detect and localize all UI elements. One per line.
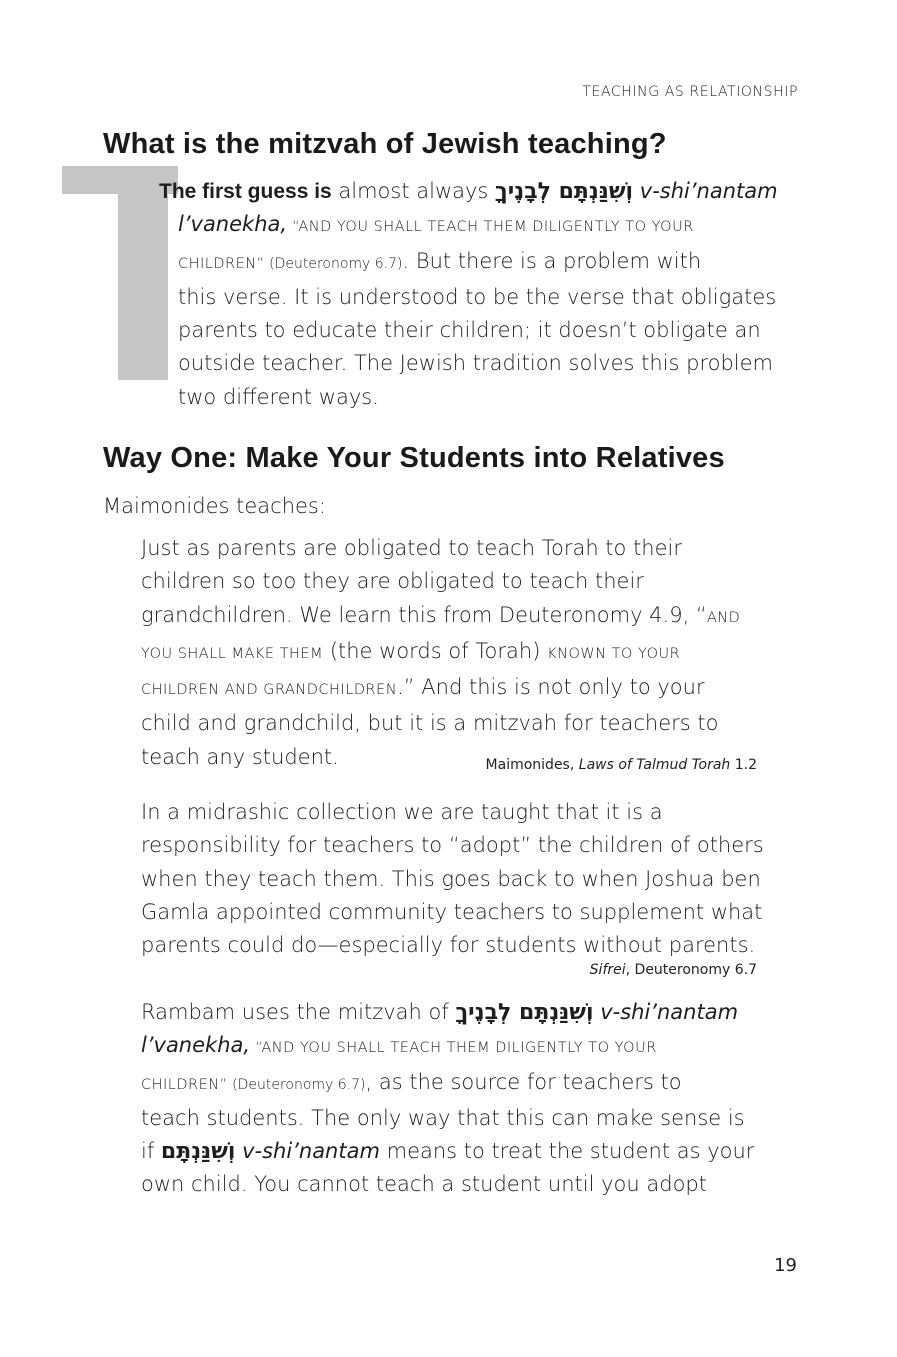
text: grandchildren. We learn this from Deuteronomy 4.9, “: [141, 602, 707, 627]
quote-line: In a midrashic collection we are taught that it is a: [141, 800, 663, 824]
quote-line: [141, 635, 771, 671]
quote-line: [141, 599, 771, 635]
transliteration: v-shi’nantam: [593, 1000, 739, 1024]
text: means to treat the student as your: [379, 1139, 755, 1164]
section-heading-mitzvah: What is the mitzvah of Jewish teaching?: [103, 128, 667, 160]
hebrew-phrase: וְשִׁנַּנְתָּם לְבָנֶיךָ: [495, 179, 634, 204]
transliteration: v-shi’nantam: [633, 179, 778, 203]
source-work: Laws of Talmud Torah: [578, 757, 731, 773]
text: , as the source for teachers to: [365, 1069, 682, 1094]
running-head: TEACHING AS RELATIONSHIP: [582, 84, 798, 100]
text: .” And this is not only to your: [397, 675, 705, 700]
quote-line: child and grandchild, but it is a mitzvah for teachers to: [141, 711, 719, 736]
source-ref: 1.2: [730, 757, 757, 773]
verse-translation: CHILDREN”: [141, 1076, 228, 1093]
rambam-paragraph: [141, 996, 771, 1202]
verse-translation: KNOWN TO YOUR: [547, 645, 681, 662]
quote-line: Gamla appointed community teachers to supplement what: [141, 899, 763, 924]
opening-paragraph: [159, 175, 799, 414]
verse-translation: “AND YOU SHALL TEACH THEM DILIGENTLY TO YOUR: [250, 1040, 657, 1057]
block-quote-sifrei: [141, 796, 771, 962]
para-line: this verse. It is understood to be the verse that obligates: [178, 284, 777, 309]
page-number: 19: [774, 1255, 797, 1276]
para-line: [141, 1029, 771, 1065]
quote-line: children so too they are obligated to teach their: [141, 569, 644, 594]
para-line: [159, 175, 799, 208]
para-line: [141, 1135, 771, 1168]
para-line: [159, 245, 799, 281]
block-quote-maimonides: [141, 532, 771, 774]
text: Rambam uses the mitzvah of: [141, 1000, 456, 1024]
para-line: parents to educate their children; it doesn’t obligate an: [178, 318, 761, 343]
quote-line: Just as parents are obligated to teach Torah to their: [141, 536, 682, 560]
text: (the words of Torah): [323, 638, 548, 663]
para-line: [141, 1066, 771, 1102]
text: if: [141, 1139, 161, 1164]
section-heading-way-one: Way One: Make Your Students into Relatives: [103, 442, 725, 474]
transliteration: l’vanekha,: [141, 1033, 251, 1058]
source-citation-maimonides: [486, 757, 757, 773]
verse-translation: “AND YOU SHALL TEACH THEM DILIGENTLY TO YOUR: [287, 219, 694, 236]
verse-translation: CHILDREN”: [178, 255, 265, 272]
para-line: two different ways.: [178, 384, 379, 409]
quote-line: teach any student.: [141, 744, 339, 769]
para-line: [159, 208, 799, 244]
source-author: Maimonides,: [485, 757, 579, 773]
quote-line: responsibility for teachers to “adopt” the children of others: [141, 833, 764, 858]
lead-in-bold: The first guess is: [159, 180, 332, 203]
verse-translation: CHILDREN AND GRANDCHILDREN: [141, 682, 398, 699]
source-citation-sifrei: [590, 962, 757, 978]
intro-line: Maimonides teaches:: [103, 494, 326, 518]
transliteration: v-shi’nantam: [235, 1139, 380, 1164]
para-line: [141, 996, 771, 1029]
verse-reference: (Deuteronomy 6.7): [227, 1076, 366, 1093]
transliteration: l’vanekha,: [178, 212, 288, 237]
text: . But there is a problem with: [402, 248, 702, 273]
verse-translation: AND: [706, 609, 741, 626]
para-line: own child. You cannot teach a student until you adopt: [141, 1172, 707, 1197]
hebrew-phrase: וְשִׁנַּנְתָּם לְבָנֶיךָ: [455, 1000, 594, 1025]
para-line: teach students. The only way that this can make sense is: [141, 1105, 745, 1130]
source-work: Sifrei: [589, 962, 626, 978]
source-ref: , Deuteronomy 6.7: [625, 962, 757, 978]
text: almost always: [331, 179, 496, 203]
verse-reference: (Deuteronomy 6.7): [264, 255, 403, 272]
hebrew-phrase: וְשִׁנַּנְתָּם: [160, 1139, 236, 1165]
quote-line: when they teach them. This goes back to when Joshua ben: [141, 866, 761, 891]
quote-line: [141, 671, 771, 707]
para-line: outside teacher. The Jewish tradition solves this problem: [178, 351, 774, 376]
verse-translation: YOU SHALL MAKE THEM: [141, 645, 324, 662]
quote-line: parents could do—especially for students without parents.: [141, 933, 756, 958]
